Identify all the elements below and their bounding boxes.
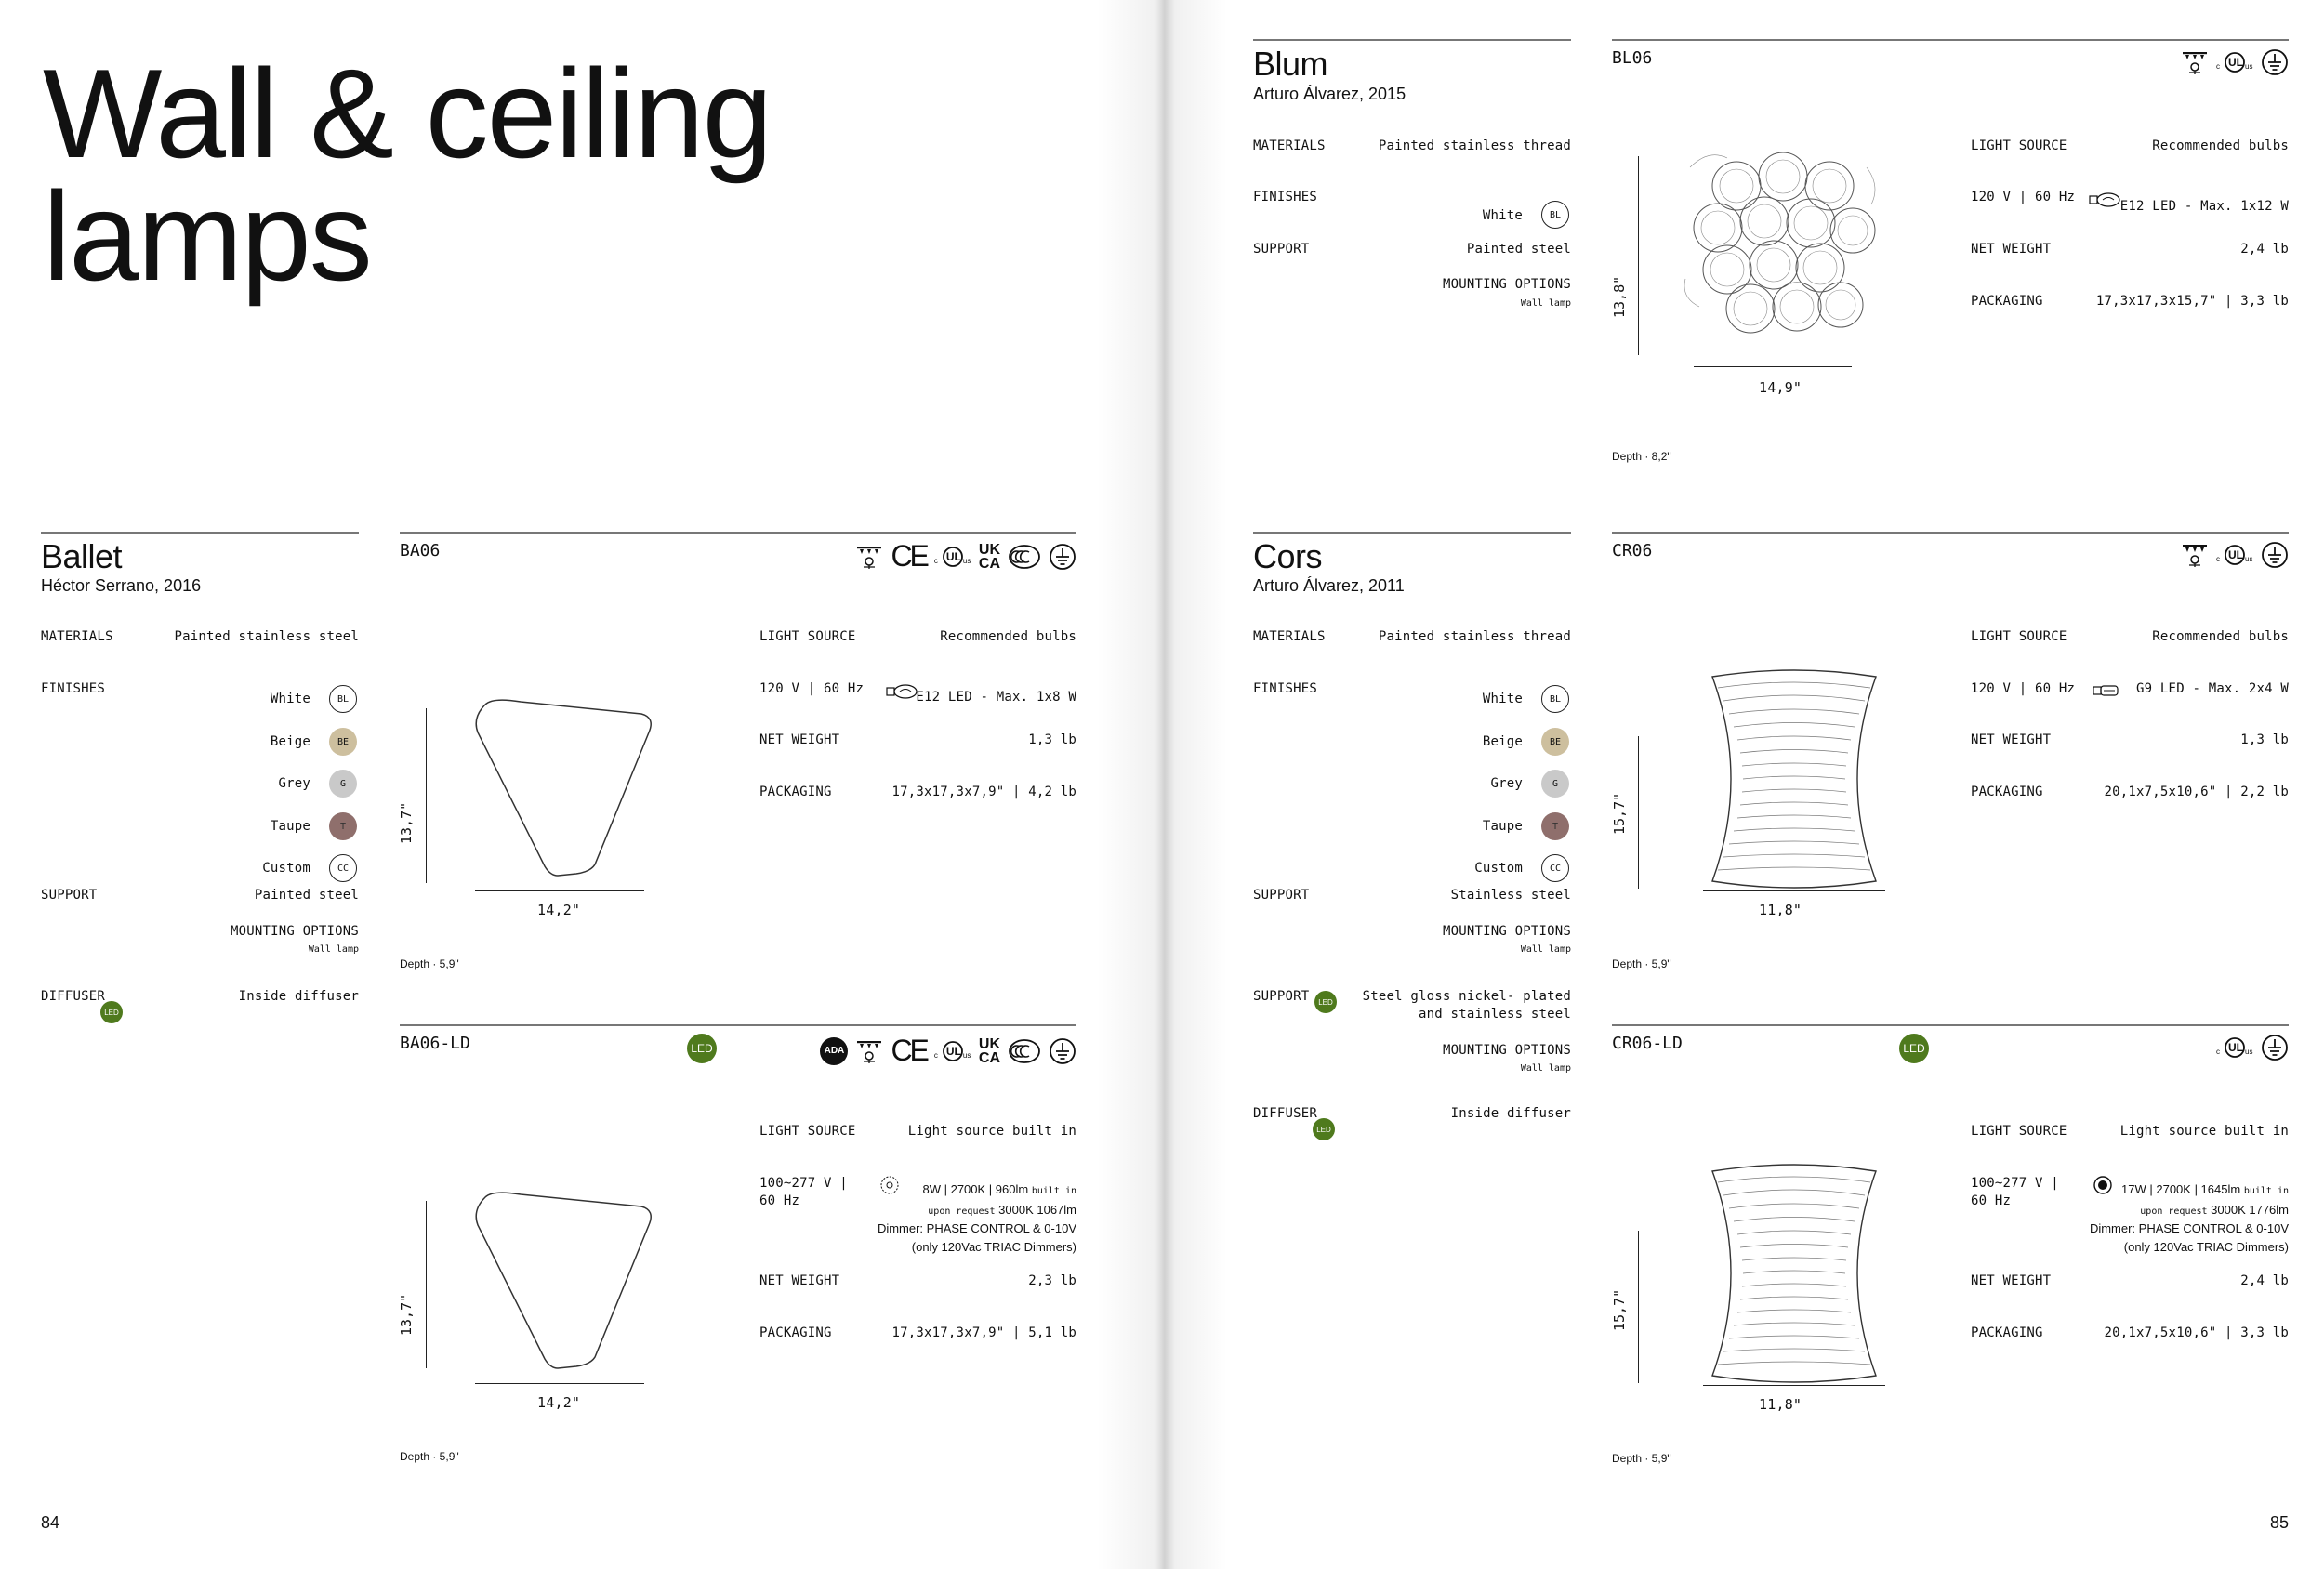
ul-us: us [2245,1048,2253,1056]
ground-symbol-icon [2261,541,2289,569]
diffuser-label: DIFFUSER [1253,1106,1318,1121]
diffuser-label: DIFFUSER [41,989,106,1004]
finish-name: Beige [1482,734,1523,749]
net-weight-value: 1,3 lb [2240,732,2289,747]
finish-swatch-grey: G [329,770,357,798]
finish-name: Taupe [270,819,310,834]
family-designer: Arturo Álvarez, 2011 [1253,576,1405,595]
ul-us: us [2245,62,2253,71]
certifications [2181,48,2289,76]
packaging-label: PACKAGING [759,1325,832,1340]
divider [400,1024,1076,1026]
finish-name: White [1482,692,1523,706]
led-spec-alt: 3000K 1776lm [2211,1203,2289,1217]
ul-text: UL [945,549,961,563]
photometric-icon [855,543,883,571]
support-label: SUPPORT [41,888,98,903]
finish-name: White [270,692,310,706]
depth-dimension: Depth · 5,9" [1612,1452,1671,1465]
ukca-line2: CA [978,555,1000,572]
led-spec-line1 [923,1182,1077,1196]
led-spec-main: 8W | 2700K | 960lm [922,1182,1029,1196]
led-badge: LED [100,1001,123,1023]
net-weight-label: NET WEIGHT [1971,732,2052,747]
led-spec-line2 [2140,1203,2289,1217]
ukca-mark-icon [979,543,1000,571]
finish-name: Taupe [1482,819,1523,834]
mounting-options-value: Wall lamp [308,944,359,955]
ul-listed-icon [2216,48,2253,76]
ul-listed-icon [2216,1034,2253,1061]
light-source-label: LIGHT SOURCE [1971,138,2067,153]
ada-icon: ADA [820,1037,848,1065]
finishes-label: FINISHES [41,681,106,696]
height-dimension: 15,7" [1611,1288,1628,1331]
ul-c: c [933,556,938,565]
finish-name: Grey [278,776,310,791]
product-drawing [1701,667,1887,890]
support-label: SUPPORT [1253,888,1310,903]
finish-swatch-grey: G [1541,770,1569,798]
product-code: CR06-LD [1612,1034,1683,1053]
finish-name: Custom [1474,861,1523,876]
support-label: SUPPORT [1253,989,1310,1004]
bulb-icon [878,1174,901,1201]
light-source-label: LIGHT SOURCE [759,629,856,644]
ul-us: us [2245,555,2253,563]
bulb-spec: E12 LED - Max. 1x8 W [916,690,1076,705]
width-dimension-line [475,890,644,891]
materials-value: Painted stainless thread [1378,629,1571,644]
depth-dimension: Depth · 5,9" [400,957,459,970]
net-weight-label: NET WEIGHT [759,732,840,747]
ul-c: c [2216,62,2220,71]
bulb-icon [2088,191,2121,214]
materials-label: MATERIALS [1253,629,1326,644]
depth-dimension: Depth · 5,9" [1612,957,1671,970]
support-value: Painted steel [1466,242,1571,257]
dimmer-note: (only 120Vac TRIAC Dimmers) [911,1240,1076,1254]
mounting-options-value: Wall lamp [1520,298,1571,309]
bulb-spec: G9 LED - Max. 2x4 W [2136,681,2289,696]
photometric-icon [2181,48,2209,76]
light-source-value: Recommended bulbs [2152,138,2289,153]
finish-swatch-beige: BE [329,728,357,756]
light-source-value: Light source built in [2119,1124,2289,1139]
width-dimension: 14,2" [537,902,581,918]
dimmer: Dimmer: PHASE CONTROL & 0-10V [877,1221,1076,1235]
mounting-options-value: Wall lamp [1520,944,1571,955]
packaging-value: 20,1x7,5x10,6" | 3,3 lb [2104,1325,2289,1340]
finishes-label: FINISHES [1253,681,1318,696]
height-dimension-line [426,1201,427,1368]
height-dimension-line [426,708,427,883]
packaging-value: 17,3x17,3x15,7" | 3,3 lb [2095,294,2289,309]
product-code: BA06-LD [400,1034,470,1053]
packaging-label: PACKAGING [1971,784,2043,799]
net-weight-label: NET WEIGHT [1971,1273,2052,1288]
led-badge: LED [687,1034,717,1063]
product-code: BL06 [1612,48,1653,68]
finishes-label: FINISHES [1253,190,1318,204]
product-drawing [465,697,660,883]
divider [1612,39,2289,41]
finish-swatch-taupe: T [1541,812,1569,840]
height-dimension-line [1638,156,1639,355]
bulb-icon [2092,683,2121,703]
ul-listed-icon [934,1037,971,1065]
led-spec-line2 [928,1203,1076,1217]
family-name: Ballet [41,537,123,575]
ul-text: UL [2228,548,2243,561]
voltage-line1: 100~277 V | [759,1176,848,1191]
width-dimension-line [1703,1385,1885,1386]
light-source-label: LIGHT SOURCE [759,1124,856,1139]
led-spec-line1 [2121,1182,2289,1196]
ukca-line1: UK [978,1035,1000,1052]
led-spec-alt: 3000K 1067lm [998,1203,1076,1217]
net-weight-value: 1,3 lb [1028,732,1076,747]
finish-name: Beige [270,734,310,749]
spread-title [43,43,772,307]
ul-listed-icon [934,543,971,571]
certifications [855,539,1076,574]
ul-c: c [933,1050,938,1060]
led-spec-built-in: built in [2243,1186,2289,1196]
net-weight-value: 2,3 lb [1028,1273,1076,1288]
ukca-line1: UK [978,541,1000,558]
bulb-icon [2092,1174,2114,1201]
height-dimension: 13,7" [398,1293,415,1336]
height-dimension-line [1638,736,1639,889]
ul-text: UL [945,1044,961,1058]
light-source-label: LIGHT SOURCE [1971,629,2067,644]
divider [41,532,359,534]
packaging-label: PACKAGING [1971,1325,2043,1340]
net-weight-label: NET WEIGHT [1971,242,2052,257]
depth-dimension: Depth · 8,2" [1612,450,1671,463]
certifications [820,1034,1076,1068]
dimmer: Dimmer: PHASE CONTROL & 0-10V [2089,1221,2289,1235]
product-drawing [465,1190,660,1376]
width-dimension-line [1694,366,1852,367]
finish-name: Custom [262,861,310,876]
voltage-line1: 100~277 V | [1971,1176,2059,1191]
certifications [2216,1034,2289,1061]
family-name: Cors [1253,537,1323,575]
led-spec-built-in: built in [1031,1186,1076,1196]
voltage: 120 V | 60 Hz [759,681,865,696]
finish-swatch-custom: CC [1541,854,1569,882]
diffuser-value: Inside diffuser [1450,1106,1571,1121]
ccc-mark-icon [1008,1038,1041,1064]
width-dimension: 14,9" [1759,379,1802,396]
height-dimension: 15,7" [1611,792,1628,835]
led-badge: LED [1314,991,1337,1013]
width-dimension-line [1703,890,1885,891]
product-drawing [1701,1162,1887,1385]
ground-symbol-icon [2261,1034,2289,1061]
finish-swatch-taupe: T [329,812,357,840]
ground-symbol-icon [1049,1037,1076,1065]
page-right [1164,0,2324,1569]
voltage: 120 V | 60 Hz [1971,190,2076,204]
led-spec-main: 17W | 2700K | 1645lm [2121,1182,2241,1196]
family-designer: Héctor Serrano, 2016 [41,576,202,595]
net-weight-value: 2,4 lb [2240,242,2289,257]
packaging-value: 20,1x7,5x10,6" | 2,2 lb [2104,784,2289,799]
packaging-label: PACKAGING [759,784,832,799]
ukca-line2: CA [978,1049,1000,1066]
photometric-icon [855,1037,883,1065]
finish-swatch-custom: CC [329,854,357,882]
packaging-value: 17,3x17,3x7,9" | 5,1 lb [891,1325,1076,1340]
diffuser-value: Inside diffuser [238,989,359,1004]
spread-title-line1: Wall & ceiling [43,43,772,184]
width-dimension: 14,2" [537,1394,581,1411]
finish-name: Grey [1490,776,1523,791]
led-badge: LED [1313,1118,1335,1140]
height-dimension-line [1638,1231,1639,1383]
family-designer: Arturo Álvarez, 2015 [1253,85,1406,103]
net-weight-value: 2,4 lb [2240,1273,2289,1288]
voltage: 120 V | 60 Hz [1971,681,2076,696]
depth-dimension: Depth · 5,9" [400,1450,459,1463]
bulb-icon [885,682,918,705]
support-led-value-line1: Steel gloss nickel- plated [1362,989,1571,1004]
mounting-options-label: MOUNTING OPTIONS [1442,1043,1571,1058]
ul-c: c [2216,1048,2220,1056]
width-dimension: 11,8" [1759,902,1802,918]
led-badge: LED [1899,1034,1929,1063]
product-code: CR06 [1612,541,1653,560]
book-gutter-shadow [1097,0,1227,1569]
divider [1253,532,1571,534]
divider [1612,532,2289,534]
family-name: Blum [1253,45,1328,83]
width-dimension-line [475,1383,644,1384]
materials-value: Painted stainless thread [1378,138,1571,153]
ul-text: UL [2228,1041,2243,1054]
certifications [2181,541,2289,569]
divider [400,532,1076,534]
ground-symbol-icon [2261,48,2289,76]
ce-mark-icon: CE [891,1034,927,1067]
width-dimension: 11,8" [1759,1396,1802,1413]
finish-swatch-white: BL [329,685,357,713]
mounting-options-label: MOUNTING OPTIONS [1442,924,1571,939]
bulb-spec: E12 LED - Max. 1x12 W [2119,199,2289,214]
support-label: SUPPORT [1253,242,1310,257]
mounting-options-label: MOUNTING OPTIONS [1442,277,1571,292]
led-spec-upon: upon request [2140,1206,2208,1217]
finish-swatch-white: BL [1541,201,1569,229]
materials-label: MATERIALS [41,629,113,644]
finish-swatch-beige: BE [1541,728,1569,756]
finish-swatch-white: BL [1541,685,1569,713]
materials-label: MATERIALS [1253,138,1326,153]
ul-c: c [2216,555,2220,563]
divider [1612,1024,2289,1026]
finish-name: White [1482,208,1523,223]
ce-mark-icon: CE [891,539,927,573]
mounting-options-label: MOUNTING OPTIONS [230,924,359,939]
height-dimension: 13,8" [1611,275,1628,318]
page-number: 85 [2269,1513,2289,1532]
packaging-label: PACKAGING [1971,294,2043,309]
spread-title-line2: lamps [43,165,371,307]
support-value: Painted steel [254,888,359,903]
light-source-value: Recommended bulbs [2152,629,2289,644]
light-source-label: LIGHT SOURCE [1971,1124,2067,1139]
product-code: BA06 [400,541,441,560]
led-spec-upon: upon request [928,1206,996,1217]
mounting-options-value: Wall lamp [1520,1063,1571,1074]
divider [1253,39,1571,41]
ul-us: us [962,556,971,565]
ccc-mark-icon [1008,544,1041,570]
ul-us: us [962,1050,971,1060]
voltage-line2: 60 Hz [759,1193,800,1208]
ukca-mark-icon [979,1037,1000,1065]
voltage-line2: 60 Hz [1971,1193,2012,1208]
light-source-value: Recommended bulbs [940,629,1076,644]
ground-symbol-icon [1049,543,1076,571]
ul-listed-icon [2216,541,2253,569]
photometric-icon [2181,541,2209,569]
support-value: Stainless steel [1450,888,1571,903]
page-number: 84 [41,1513,60,1532]
height-dimension: 13,7" [398,801,415,844]
light-source-value: Light source built in [907,1124,1076,1139]
ul-text: UL [2228,56,2243,69]
net-weight-label: NET WEIGHT [759,1273,840,1288]
packaging-value: 17,3x17,3x7,9" | 4,2 lb [891,784,1076,799]
dimmer-note: (only 120Vac TRIAC Dimmers) [2123,1240,2289,1254]
support-led-value-line2: and stainless steel [1419,1007,1571,1022]
product-drawing [1681,139,1885,363]
materials-value: Painted stainless steel [174,629,359,644]
